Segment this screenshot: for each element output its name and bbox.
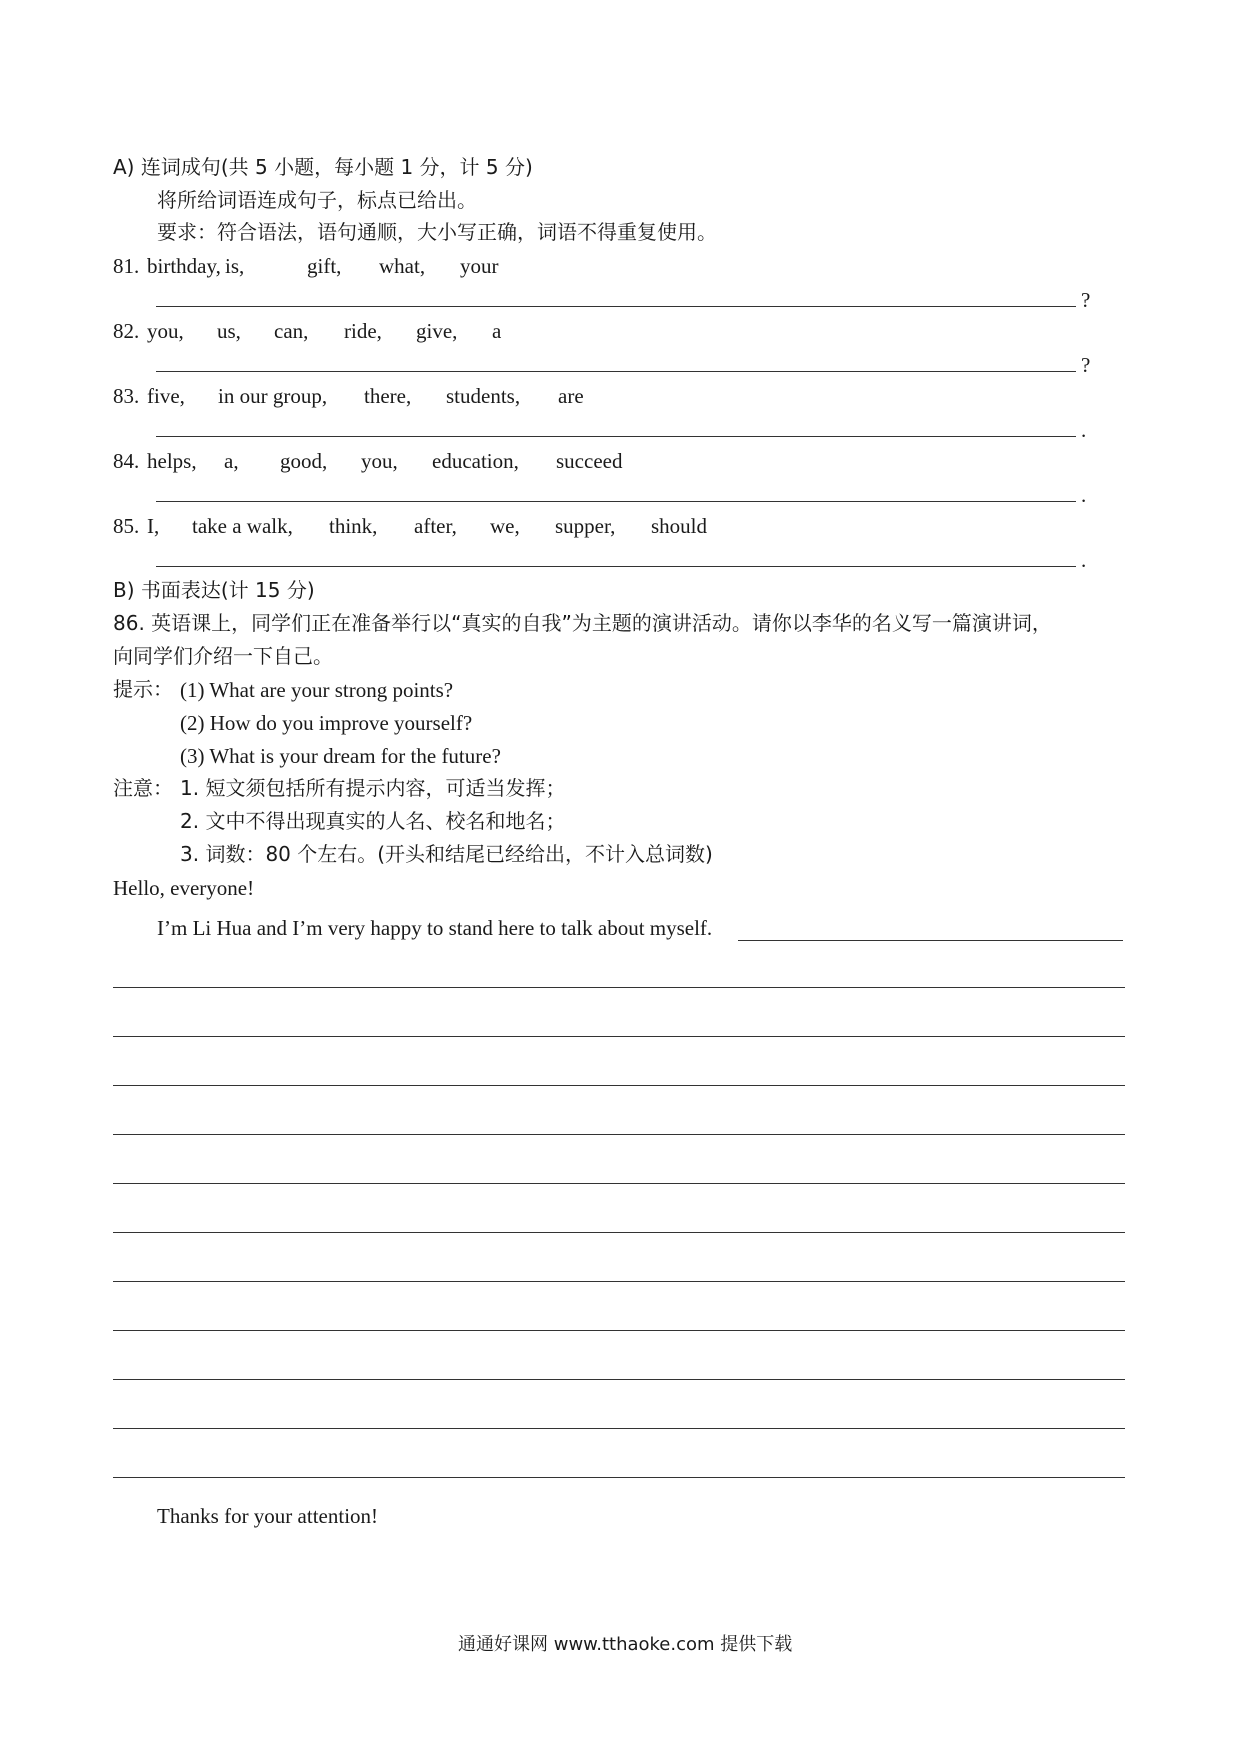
question-word: birthday, [147, 254, 221, 278]
question-word: a [492, 319, 502, 343]
question-number: 83. [113, 384, 140, 408]
question-word: can, [274, 319, 309, 343]
closing-sentence: Thanks for your attention! [157, 1504, 379, 1528]
end-punctuation: . [1081, 418, 1087, 442]
question-word: good, [280, 449, 328, 473]
question-word: you, [147, 319, 184, 343]
question-word: think, [329, 514, 378, 538]
end-punctuation: ? [1081, 353, 1091, 377]
question-word: succeed [556, 449, 623, 473]
answer-line[interactable] [156, 371, 1076, 372]
opening-answer-line[interactable] [738, 940, 1123, 941]
section-a-title-text: A) 连词成句(共 5 小题，每小题 1 分，计 5 分) [113, 155, 533, 179]
question-number: 81. [113, 254, 140, 278]
question-word: give, [416, 319, 458, 343]
end-punctuation: . [1081, 483, 1087, 507]
question-word: helps, [147, 449, 197, 473]
writing-line[interactable] [113, 1134, 1125, 1135]
question-word: gift, [307, 254, 342, 278]
writing-line[interactable] [113, 1281, 1125, 1282]
question-word: are [558, 384, 584, 408]
section-b-title: B) 书面表达(计 15 分) [113, 578, 315, 602]
question-word: students, [446, 384, 521, 408]
answer-line[interactable] [156, 306, 1076, 307]
question-word: you, [361, 449, 398, 473]
hint-item: (3) What is your dream for the future? [180, 744, 501, 768]
hint-item: (2) How do you improve yourself? [180, 711, 473, 735]
question-word: us, [217, 319, 241, 343]
question-word: what, [379, 254, 426, 278]
opening-sentence: I’m Li Hua and I’m very happy to stand here to talk about myself. [157, 916, 713, 940]
section-a-title [113, 157, 533, 178]
writing-line[interactable] [113, 1330, 1125, 1331]
writing-line[interactable] [113, 1477, 1125, 1478]
greeting: Hello, everyone! [113, 876, 255, 900]
question-word: I, [147, 514, 160, 538]
writing-prompt-line-1: 86. 英语课上，同学们正在准备举行以“真实的自我”为主题的演讲活动。请你以李华的名义写一篇演讲词， [113, 611, 1052, 635]
writing-line[interactable] [113, 1183, 1125, 1184]
notes-label: 注意： [113, 776, 173, 800]
section-a-instruction-2: 要求：符合语法，语句通顺，大小写正确，词语不得重复使用。 [157, 220, 717, 244]
writing-line[interactable] [113, 1379, 1125, 1380]
hint-item: (1) What are your strong points? [180, 678, 454, 702]
writing-line[interactable] [113, 1428, 1125, 1429]
hints-label: 提示： [113, 677, 173, 701]
section-a-instruction-1: 将所给词语连成句子，标点已给出。 [157, 188, 477, 212]
answer-line[interactable] [156, 436, 1076, 437]
question-word: ride, [344, 319, 382, 343]
writing-line[interactable] [113, 1036, 1125, 1037]
note-item: 2. 文中不得出现真实的人名、校名和地名； [180, 809, 566, 833]
question-word: supper, [555, 514, 616, 538]
question-word: in our group, [218, 384, 328, 408]
question-word: should [651, 514, 708, 538]
answer-line[interactable] [156, 501, 1076, 502]
writing-line[interactable] [113, 1232, 1125, 1233]
question-word: take a walk, [192, 514, 293, 538]
question-number: 85. [113, 514, 140, 538]
question-word: education, [432, 449, 519, 473]
note-item: 3. 词数：80 个左右。(开头和结尾已经给出，不计入总词数) [180, 842, 713, 866]
question-number: 82. [113, 319, 140, 343]
question-word: five, [147, 384, 185, 408]
question-word: after, [414, 514, 457, 538]
note-item: 1. 短文须包括所有提示内容，可适当发挥； [180, 776, 566, 800]
footer-text: 通通好课网 www.tthaoke.com 提供下载 [458, 1634, 793, 1655]
writing-line[interactable] [113, 987, 1125, 988]
writing-line[interactable] [113, 1085, 1125, 1086]
end-punctuation: . [1081, 548, 1087, 572]
question-word: we, [490, 514, 520, 538]
question-word: your [460, 254, 499, 278]
answer-line[interactable] [156, 566, 1076, 567]
question-word: there, [364, 384, 412, 408]
question-number: 84. [113, 449, 140, 473]
writing-prompt-line-2: 向同学们介绍一下自己。 [113, 644, 333, 668]
question-word: is, [225, 254, 245, 278]
end-punctuation: ? [1081, 288, 1091, 312]
question-word: a, [224, 449, 239, 473]
